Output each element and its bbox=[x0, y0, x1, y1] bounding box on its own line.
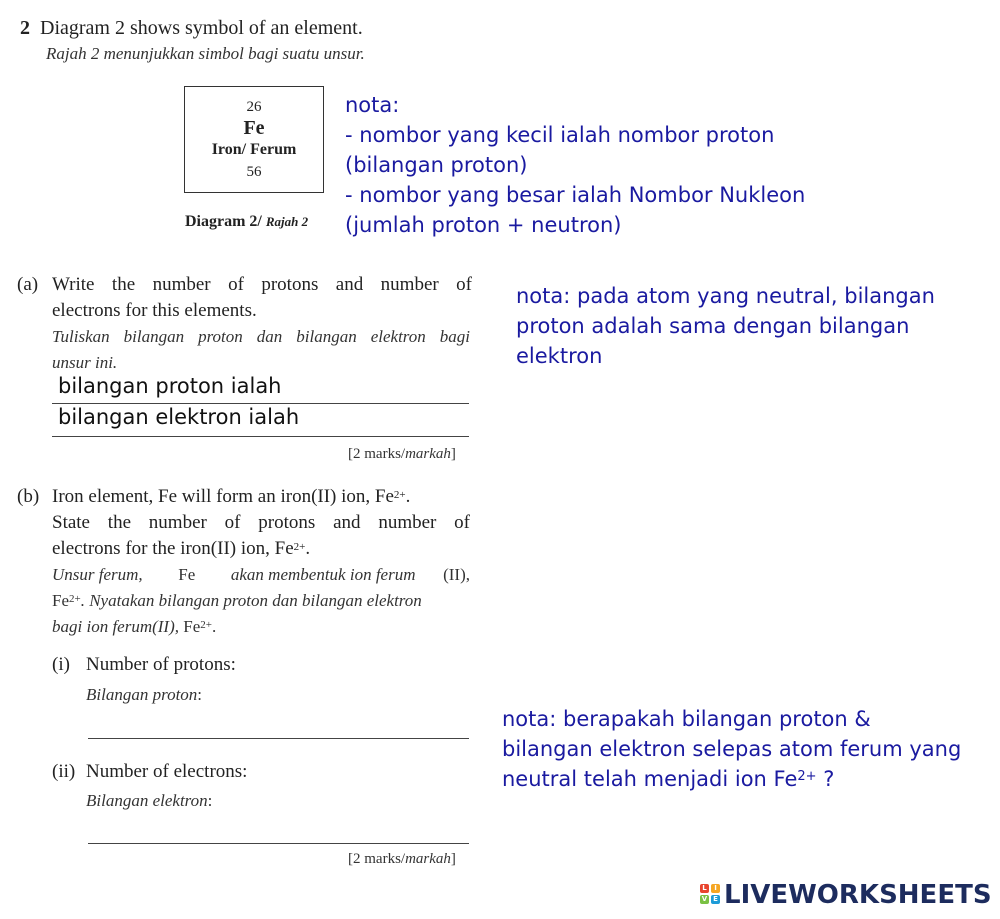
my-text: Fe bbox=[183, 617, 201, 636]
my-text: Unsur ferum, bbox=[52, 565, 143, 584]
note-line: (jumlah proton + neutron) bbox=[345, 213, 622, 237]
diagram-caption bbox=[185, 213, 308, 231]
liveworksheets-brand[interactable]: LIVEWORKSHEETS bbox=[724, 880, 992, 910]
answer-proton-field[interactable]: bilangan proton ialah bbox=[58, 374, 282, 398]
my-text: (II), bbox=[152, 617, 180, 636]
sub-i-my bbox=[86, 682, 202, 708]
logo-letter: I bbox=[711, 884, 720, 893]
logo-letter: V bbox=[701, 895, 708, 903]
logo-letter: E bbox=[711, 895, 720, 904]
sub-ii-my bbox=[86, 788, 212, 814]
question-intro-my: Rajah 2 menunjukkan simbol bagi suatu unsur. bbox=[46, 44, 365, 63]
part-a-my-2: unsur ini. bbox=[52, 353, 118, 372]
marks-italic: markah bbox=[405, 851, 451, 867]
my-text: bagi ion ferum bbox=[52, 617, 153, 636]
note-line: elektron bbox=[516, 344, 603, 368]
colon: : bbox=[207, 791, 213, 810]
sub-ii-label: (ii) bbox=[52, 761, 76, 782]
note-line: nota: pada atom yang neutral, bilangan bbox=[516, 284, 935, 308]
marks-prefix: [2 marks/ bbox=[348, 851, 406, 867]
my-text: akan membentuk ion ferum bbox=[230, 565, 416, 584]
note-line: (bilangan proton) bbox=[345, 153, 528, 177]
part-a-text-2: electrons for this elements. bbox=[52, 300, 257, 321]
part-b-line-3 bbox=[52, 536, 310, 562]
sub-ii-en: Number of electrons: bbox=[86, 761, 248, 782]
question-intro-en: Diagram 2 shows symbol of an element. bbox=[40, 17, 363, 39]
charge-sup: 2+ bbox=[797, 769, 817, 784]
my-text: . Nyatakan bilangan proton dan bilangan elektron bbox=[80, 591, 422, 610]
note-line bbox=[502, 764, 961, 794]
my-text: Fe bbox=[178, 565, 196, 584]
sub-i-en: Number of protons: bbox=[86, 654, 236, 675]
part-b-marks bbox=[348, 851, 456, 868]
answer-electrons-ion-line[interactable] bbox=[88, 843, 469, 844]
note-text: neutral telah menjadi ion Fe bbox=[502, 767, 798, 791]
my-text: (II), bbox=[443, 565, 470, 584]
part-b-line-2: State the number of protons and number of bbox=[52, 512, 470, 533]
charge-sup: 2+ bbox=[393, 489, 406, 501]
diagram-caption-en: Diagram 2/ bbox=[185, 213, 262, 230]
period: . bbox=[211, 617, 217, 636]
element-symbol-box bbox=[184, 86, 324, 193]
colon: : bbox=[197, 685, 203, 704]
question-header bbox=[20, 15, 363, 41]
note-line: - nombor yang kecil ialah nombor proton bbox=[345, 123, 775, 147]
note-text: ? bbox=[816, 767, 835, 791]
part-b-my-1 bbox=[52, 562, 470, 588]
charge-sup: 2+ bbox=[293, 541, 306, 553]
period: . bbox=[305, 538, 311, 559]
my-text: Fe bbox=[52, 591, 69, 610]
question-number: 2 bbox=[20, 17, 30, 39]
note-iron-ion bbox=[502, 704, 961, 794]
note-line: nota: berapakah bilangan proton & bbox=[502, 707, 871, 731]
part-a-my-1: Tuliskan bilangan proton dan bilangan elektron bagi bbox=[52, 327, 470, 346]
nucleon-number: 56 bbox=[246, 164, 262, 180]
sub-i-my-text: Bilangan proton bbox=[86, 685, 198, 704]
answer-protons-ion-line[interactable] bbox=[88, 738, 469, 739]
part-a-text-1: Write the number of protons and number of bbox=[52, 274, 472, 295]
answer-electron-field[interactable]: bilangan elektron ialah bbox=[58, 405, 300, 429]
part-b-line-1 bbox=[52, 484, 410, 510]
note-neutral-atom bbox=[516, 281, 935, 371]
part-b-my-2 bbox=[52, 588, 422, 614]
part-b-my-3 bbox=[52, 614, 216, 640]
part-b-label: (b) bbox=[17, 486, 40, 507]
charge-sup: 2+ bbox=[200, 619, 212, 631]
charge-sup: 2+ bbox=[69, 593, 81, 605]
sub-i-label: (i) bbox=[52, 654, 70, 675]
element-symbol: Fe bbox=[243, 117, 265, 139]
note-nucleon bbox=[345, 90, 805, 240]
marks-suffix: ] bbox=[450, 851, 456, 867]
part-a-marks bbox=[348, 446, 456, 463]
element-name: Iron/ Ferum bbox=[211, 141, 297, 158]
part-b-line-1-text: Iron element, Fe will form an iron(II) ion, Fe bbox=[52, 486, 394, 507]
period: . bbox=[405, 486, 411, 507]
marks-prefix: [2 marks/ bbox=[348, 446, 406, 462]
logo-letter: L bbox=[700, 884, 709, 893]
part-a-label: (a) bbox=[17, 274, 39, 295]
answer-line-1 bbox=[52, 403, 469, 404]
answer-line-2 bbox=[52, 436, 469, 437]
part-b-line-3-text: electrons for the iron(II) ion, Fe bbox=[52, 538, 294, 559]
sub-ii-my-text: Bilangan elektron bbox=[86, 791, 208, 810]
note-line: bilangan elektron selepas atom ferum yang bbox=[502, 737, 962, 761]
marks-italic: markah bbox=[405, 446, 451, 462]
diagram-caption-my: Rajah 2 bbox=[265, 214, 309, 229]
note-line: nota: bbox=[345, 93, 400, 117]
note-line: - nombor yang besar ialah Nombor Nukleon bbox=[345, 183, 806, 207]
liveworksheets-logo-icon bbox=[700, 884, 722, 906]
note-line: proton adalah sama dengan bilangan bbox=[516, 314, 910, 338]
marks-suffix: ] bbox=[450, 446, 456, 462]
proton-number: 26 bbox=[246, 99, 262, 115]
